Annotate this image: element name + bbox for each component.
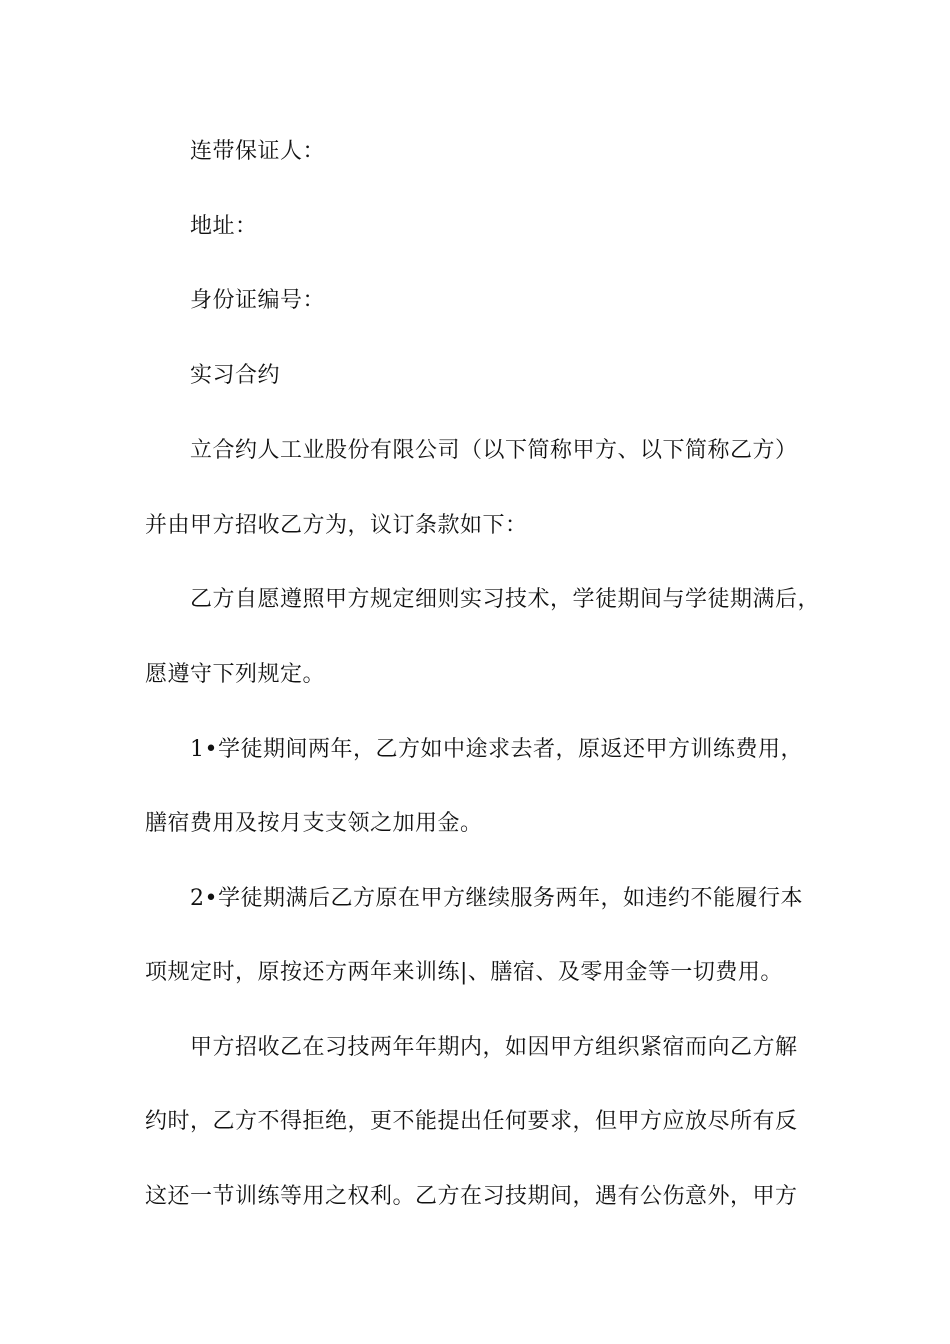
id-number-label: 身份证编号： bbox=[190, 288, 326, 313]
paragraph-line: 这还一节训练等用之权利。乙方在习技期间，遇有公伤意外，甲方 bbox=[145, 1184, 798, 1209]
paragraph-line: 甲方招收乙在习技两年年期内，如因甲方组织紧宿而向乙方解 bbox=[190, 1035, 798, 1060]
address-label: 地址： bbox=[190, 214, 258, 239]
paragraph-line: 并由甲方招收乙方为，议订条款如下： bbox=[145, 513, 528, 538]
clause-1-line: 膳宿费用及按月支支领之加用金。 bbox=[145, 811, 483, 836]
clause-2-line: 2•学徒期满后乙方原在甲方继续服务两年，如违约不能履行本 bbox=[190, 886, 803, 911]
paragraph-line: 愿遵守下列规定。 bbox=[145, 662, 326, 687]
paragraph-line: 乙方自愿遵照甲方规定细则实习技术，学徒期间与学徒期满后， bbox=[190, 587, 821, 612]
guarantor-label: 连带保证人： bbox=[190, 139, 326, 164]
clause-1-line: 1•学徒期间两年，乙方如中途求去者，原返还甲方训练费用， bbox=[190, 737, 803, 762]
paragraph-line: 约时，乙方不得拒绝，更不能提出任何要求，但甲方应放尽所有反 bbox=[145, 1109, 798, 1134]
clause-2-line: 项规定时，原按还方两年来训练|、膳宿、及零用金等一切费用。 bbox=[145, 960, 783, 985]
contract-title: 实习合约 bbox=[190, 363, 281, 388]
paragraph-line: 立合约人工业股份有限公司（以下简称甲方、以下简称乙方） bbox=[190, 438, 798, 463]
